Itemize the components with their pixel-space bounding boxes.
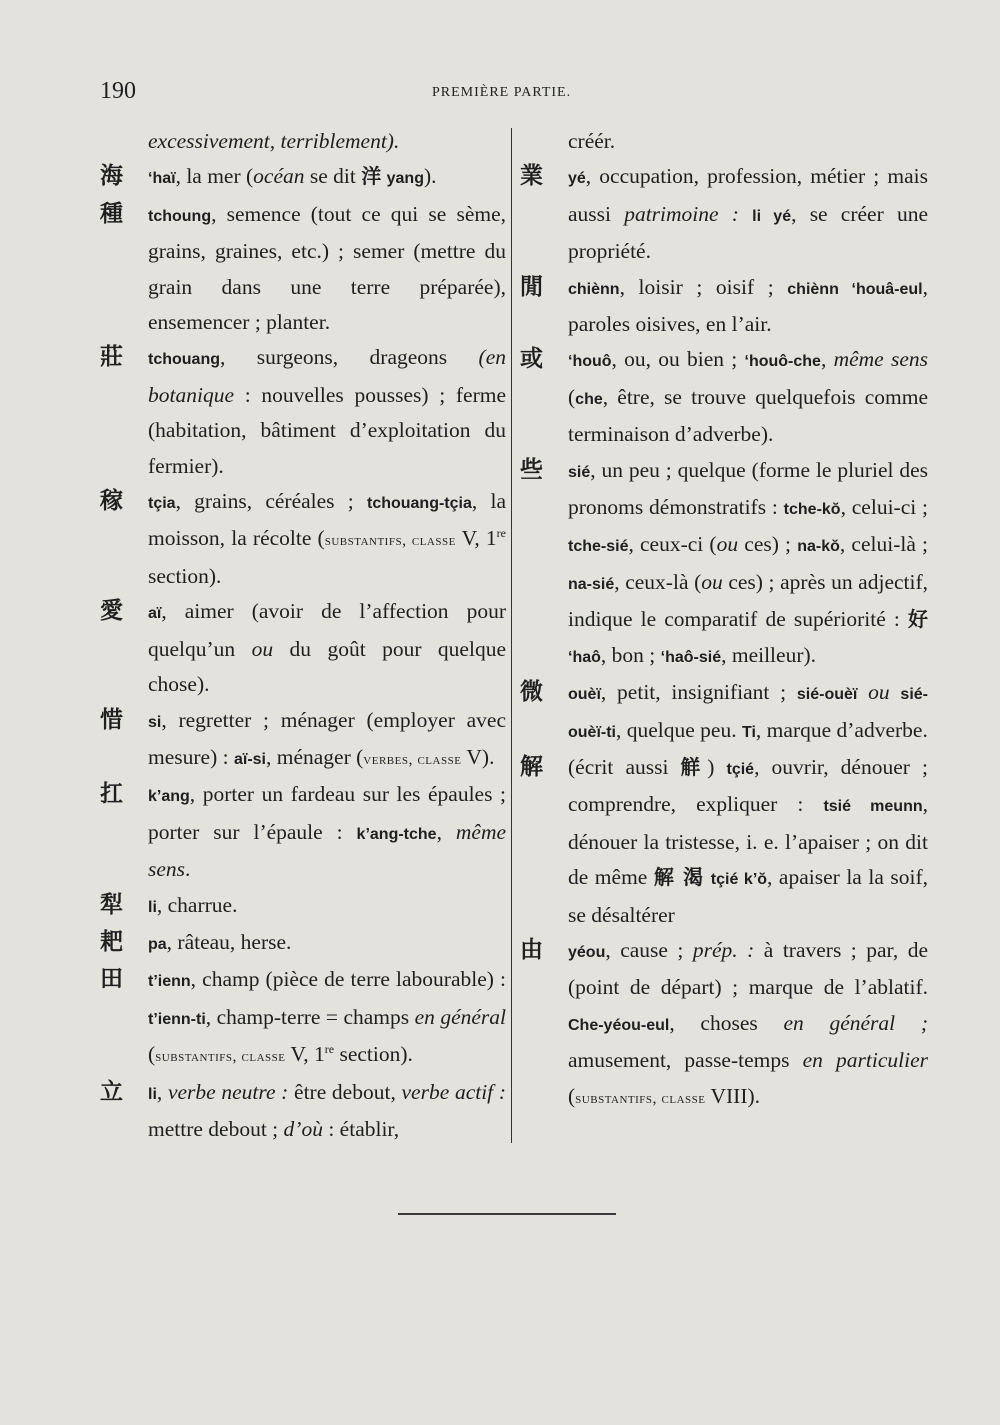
entry-tcie: 解 (écrit aussi 觧) tçié, ouvrir, dénouer ; comprendre, expliquer : tsié meunn, dénouer la tristesse, i. e. l’apaiser ; on dit de même 解 渴 tçié k’ŏ, apaiser la la soif, se désaltérer: [518, 750, 928, 933]
entry-li-debout: 立 li, verbe neutre : être debout, verbe actif : mettre debout ; d’où : établir,: [98, 1075, 506, 1148]
entry-hai: 海 ‘haï, la mer (océan se dit 洋 yang).: [98, 159, 506, 196]
entry-sie: 些 sié, un peu ; quelque (forme le pluriel des pronoms démonstratifs : tche-kŏ, celui-ci ; tche-sié, ceux-ci (ou ces) ; na-kŏ, celui-là ; na-sié, ceux-là (ou ces) ; après un adjectif, indique le comparatif de supériorité : 好 ‘haô, bon ; ‘haô-sié, meilleur).: [518, 453, 928, 675]
head-character: 閒: [520, 273, 543, 300]
entry-ouei: 微 ouèï, petit, insignifiant ; sié-ouèï ou sié-ouèï-ti, quelque peu. Ti, marque d’adverbe.: [518, 675, 928, 750]
entry-tcia: 稼 tçia, grains, céréales ; tchouang-tçia, la moisson, la récolte (substantifs, classe V, 1re section).: [98, 484, 506, 594]
entry-tienn: 田 t’ienn, champ (pièce de terre labourable) : t’ienn-ti, champ-terre = champs en général (substantifs, classe V, 1re section).: [98, 962, 506, 1074]
head-character: 微: [520, 679, 543, 706]
entry-tchoung: 種 tchoung, semence (tout ce qui se sème, grains, graines, etc.) ; semer (mettre du grain dans une terre préparée), ensemencer ; planter.: [98, 197, 506, 341]
right-column: [518, 124, 928, 1116]
entry-continuation: excessivement, terriblement).: [148, 129, 400, 153]
head-character: 扛: [100, 781, 123, 808]
head-character: 稼: [100, 488, 123, 515]
head-character: 愛: [100, 598, 123, 625]
head-character: 犁: [100, 891, 123, 918]
entry-li-charrue: 犁 li, charrue.: [98, 888, 506, 925]
entry-continuation: créér.: [568, 129, 616, 153]
head-character: 惜: [100, 706, 123, 733]
head-character: 種: [100, 200, 123, 227]
entry-chienn: 閒 chiènn, loisir ; oisif ; chiènn ‘houâ-eul, paroles oisives, en l’air.: [518, 270, 928, 343]
entry-pa: 耙 pa, râteau, herse.: [98, 925, 506, 962]
head-character: 海: [100, 163, 123, 190]
head-character: 解: [520, 753, 543, 780]
head-character: 田: [100, 966, 123, 993]
entry-houo: 或 ‘houô, ou, ou bien ; ‘houô-che, même sens (che, être, se trouve quelquefois comme terminaison d’adverbe).: [518, 342, 928, 452]
entry-ai: 愛 aï, aimer (avoir de l’affection pour quelqu’un ou du goût pour quelque chose).: [98, 594, 506, 702]
left-column: [98, 124, 506, 1147]
head-character: 耙: [100, 928, 123, 955]
head-character: 或: [520, 346, 543, 373]
entry-si: 惜 si, regretter ; ménager (employer avec mesure) : aï-si, ménager (verbes, classe V).: [98, 703, 506, 778]
head-character: 莊: [100, 344, 123, 371]
page-number: 190: [100, 78, 136, 104]
entry-tchouang: 莊 tchouang, surgeons, drageons (en botanique : nouvelles pousses) ; ferme (habitation, bâtiment d’exploitation du fermier).: [98, 340, 506, 484]
head-character: 些: [520, 456, 543, 483]
entry-kang: 扛 k’ang, porter un fardeau sur les épaules ; porter sur l’épaule : k’ang-tche, même sens.: [98, 777, 506, 887]
entry-ye: 業 yé, occupation, profession, métier ; mais aussi patrimoine : li yé, se créer une propriété.: [518, 159, 928, 269]
entry-yeou: 由 yéou, cause ; prép. : à travers ; par, de (point de départ) ; marque de l’ablatif. Che-yéou-eul, choses en général ; amusement, passe-temps en particulier (substantifs, classe VIII).: [518, 933, 928, 1116]
column-divider: [511, 128, 512, 1143]
bottom-rule: [398, 1213, 616, 1215]
running-title: PREMIÈRE PARTIE.: [432, 85, 572, 100]
head-character: 由: [520, 936, 543, 963]
head-character: 業: [520, 163, 543, 190]
head-character: 立: [100, 1078, 123, 1105]
